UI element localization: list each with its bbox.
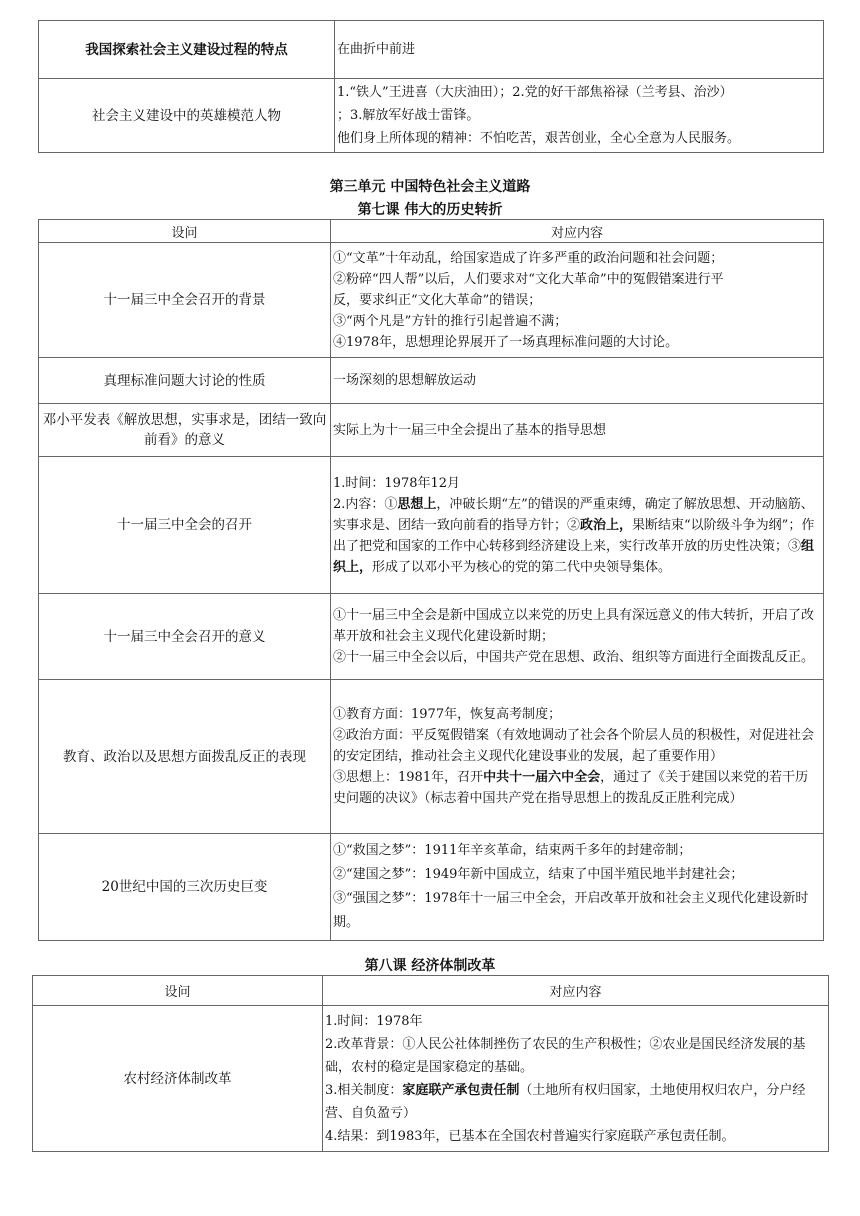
question-cell: 真理标准问题大讨论的性质	[39, 358, 331, 404]
answer-cell	[331, 457, 824, 594]
table-row	[39, 243, 824, 358]
question-cell: 十一届三中全会召开的意义	[39, 594, 331, 680]
answer-line: 实际上为十一届三中全会提出了基本的指导思想	[333, 422, 607, 438]
bold-segment: 家庭联产承包责任制	[402, 1082, 520, 1098]
answer-line	[333, 767, 821, 809]
bold-segment: 中共十一届六中全会	[483, 770, 601, 785]
table-row	[39, 358, 824, 404]
text-segment: 3.相关制度：	[325, 1082, 403, 1098]
header-row	[39, 220, 824, 243]
answer-line: ④1978年，思想理论界展开了一场真理标准问题的大讨论。	[333, 334, 679, 350]
answer-cell	[331, 404, 824, 457]
answer-line: ①十一届三中全会是新中国成立以来党的历史上具有深远意义的伟大转折，开启了改革开放和社会主义现代化建设新时期；	[333, 608, 815, 644]
answer-line: ②政治方面：平反冤假错案（有效地调动了社会各个阶层人员的积极性，对促进社会的安定团结，推动社会主义现代化建设事业的发展，起了重要作用）	[333, 728, 815, 764]
table-row	[39, 457, 824, 594]
answer-line: 1.时间：1978年	[325, 1013, 423, 1029]
table-row	[39, 594, 824, 680]
answer-line: 他们身上所体现的精神：不怕吃苦，艰苦创业，全心全意为人民服务。	[337, 131, 741, 146]
question-cell: 我国探索社会主义建设过程的特点	[39, 21, 335, 79]
question-cell: 十一届三中全会的召开	[39, 457, 331, 594]
table-row	[39, 404, 824, 457]
answer-line	[333, 494, 821, 578]
table-row	[39, 21, 824, 79]
answer-line: ③“两个凡是”方针的推行引起普遍不满；	[333, 313, 568, 329]
answer-line: ③“强国之梦”：1978年十一届三中全会，开启改革开放和社会主义现代化建设新时期。	[333, 891, 809, 930]
header-row	[33, 976, 829, 1006]
bold-segment: 思想上	[397, 496, 437, 512]
answer-line: 4.结果：到1983年，已基本在全国农村普遍实行家庭联产承包责任制。	[325, 1128, 735, 1144]
text-segment: 形成了以邓小平为核心的党的第二代中央领导集体。	[372, 559, 672, 575]
question-cell: 20世纪中国的三次历史巨变	[39, 834, 331, 941]
answer-cell	[335, 79, 824, 153]
answer-cell	[331, 594, 824, 680]
question-cell: 邓小平发表《解放思想，实事求是，团结一致向前看》的意义	[39, 404, 331, 457]
text-segment: （土地所有权归国家，土地使用权归农户，分户经营、自负盈亏）	[325, 1082, 806, 1121]
bold-segment: 组织上，	[333, 538, 815, 575]
lesson7-title: 第七课 伟大的历史转折	[357, 202, 503, 218]
unit-title: 第三单元 中国特色社会主义道路	[329, 179, 531, 195]
answer-cell	[323, 1006, 829, 1152]
answer-cell	[331, 243, 824, 358]
answer-cell	[331, 358, 824, 404]
answer-line: ①教育方面：1977年，恢复高考制度；	[333, 707, 562, 722]
answer-line: ①“救国之梦”：1911年辛亥革命，结束两千多年的封建帝制；	[333, 843, 692, 858]
table-row	[39, 680, 824, 834]
table-row	[39, 834, 824, 941]
header-answer: 对应内容	[323, 976, 829, 1006]
answer-cell	[331, 680, 824, 834]
lesson8-title: 第八课 经济体制改革	[364, 958, 496, 974]
lesson7-table	[38, 219, 824, 941]
answer-line: 1.“铁人”王进喜（大庆油田）；2.党的好干部焦裕禄（兰考县、治沙）	[337, 85, 733, 100]
answer-line: 反，要求纠正“文化大革命”的错误；	[333, 292, 542, 308]
answer-line: 1.时间：1978年12月	[333, 475, 461, 491]
answer-line	[325, 1079, 826, 1125]
answer-line: 一场深刻的思想解放运动	[333, 373, 477, 388]
answer-line: 2.改革背景：①人民公社体制挫伤了农民的生产积极性；②农业是国民经济发展的基础，农村的稳定是国家稳定的基础。	[325, 1036, 806, 1075]
answer-line: ②粉碎“四人帮”以后，人们要求对“文化大革命”中的冤假错案进行平	[333, 271, 724, 287]
answer-line: ②“建国之梦”：1949年新中国成立，结束了中国半殖民地半封建社会；	[333, 867, 744, 882]
question-cell: 社会主义建设中的英雄模范人物	[39, 79, 335, 153]
text-segment: ，冲破长期“左”的错误的严重束缚，确定了解放思想、开动脑筋、实事求是、团结一致向前看的指导方针；②	[333, 496, 814, 533]
header-answer: 对应内容	[331, 220, 824, 243]
header-question: 设问	[39, 220, 331, 243]
answer-cell	[331, 834, 824, 941]
question-cell: 教育、政治以及思想方面拨乱反正的表现	[39, 680, 331, 834]
question-cell: 十一届三中全会召开的背景	[39, 243, 331, 358]
lesson8-table	[32, 975, 829, 1152]
text-segment: 果断结束“以阶级斗争为纲”；作出了把党和国家的工作中心转移到经济建设上来，实行改革开放的历史性决策；③	[333, 517, 815, 554]
header-question: 设问	[33, 976, 323, 1006]
top-table	[38, 20, 824, 153]
question-cell: 农村经济体制改革	[33, 1006, 323, 1152]
answer-line: ②十一届三中全会以后，中国共产党在思想、政治、组织等方面进行全面拨乱反正。	[333, 650, 815, 665]
text-segment: ，通过了《关于建国以来党的若干历史问题的决议》（标志着中国共产党在指导思想上的拨乱反正胜利完成）	[333, 770, 809, 806]
table-row	[39, 79, 824, 153]
bold-segment: 政治上，	[580, 517, 633, 533]
table-row	[33, 1006, 829, 1152]
answer-line: 在曲折中前进	[337, 42, 416, 57]
text-segment: ③思想上：1981年，召开	[333, 770, 484, 785]
answer-line: ；3.解放军好战士雷锋。	[337, 108, 480, 123]
answer-cell	[335, 21, 824, 79]
text-segment: 2.内容：①	[333, 496, 398, 512]
answer-line: ①“文革”十年动乱，给国家造成了许多严重的政治问题和社会问题；	[333, 250, 724, 266]
